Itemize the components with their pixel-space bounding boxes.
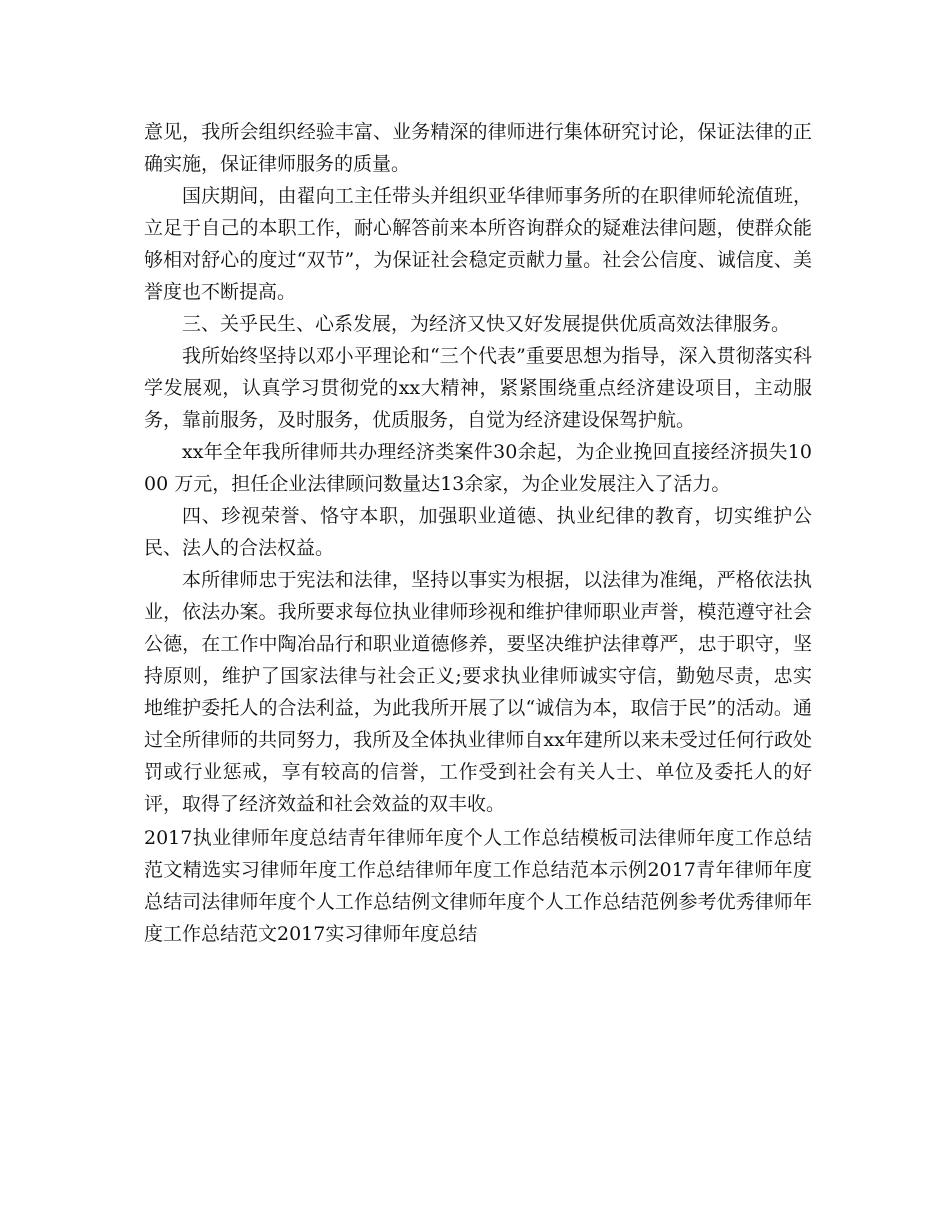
document-body	[144, 116, 812, 950]
paragraph-professional-ethics: 本所律师忠于宪法和法律，坚持以事实为根据，以法律为准绳，严格依法执业，依法办案。我所要求每位执业律师珍视和维护律师职业声誉，模范遵守社会公德，在工作中陶冶品行和职业道德修养，要坚决维护法律尊严，忠于职守，坚持原则，维护了国家法律与社会正义;要求执业律师诚实守信，勤勉尽责，忠实地维护委托人的合法利益，为此我所开展了以“诚信为本，取信于民”的活动。通过全所律师的共同努力，我所及全体执业律师自xx年建所以来未受过任何行政处罚或行业惩戒，享有较高的信誉，工作受到社会有关人士、单位及委托人的好评，取得了经济效益和社会效益的双丰收。	[144, 569, 812, 815]
paragraph-national-day: 国庆期间，由翟向工主任带头并组织亚华律师事务所的在职律师轮流值班，立足于自己的本职工作，耐心解答前来本所咨询群众的疑难法律问题，使群众能够相对舒心的度过“双节”，为保证社会稳定贡献力量。社会公信度、诚信度、美誉度也不断提高。	[144, 185, 812, 303]
section-heading-four: 四、珍视荣誉、恪守本职，加强职业道德、执业纪律的教育，切实维护公民、法人的合法权益。	[144, 505, 812, 559]
paragraph-guiding-theory: 我所始终坚持以邓小平理论和“三个代表”重要思想为指导，深入贯彻落实科学发展观，认真学习贯彻党的xx大精神，紧紧围绕重点经济建设项目，主动服务，靠前服务，及时服务，优质服务，自觉为经济建设保驾护航。	[144, 345, 812, 431]
paragraph-continuation: 意见，我所会组织经验丰富、业务精深的律师进行集体研究讨论，保证法律的正确实施，保证律师服务的质量。	[144, 121, 812, 175]
related-titles: 2017执业律师年度总结青年律师年度个人工作总结模板司法律师年度工作总结范文精选实习律师年度工作总结律师年度工作总结范本示例2017青年律师年度总结司法律师年度个人工作总结例文律师年度个人工作总结范例参考优秀律师年度工作总结范文2017实习律师年度总结	[144, 827, 812, 945]
section-heading-three: 三、关乎民生、心系发展，为经济又快又好发展提供优质高效法律服务。	[182, 313, 791, 335]
paragraph-economic-cases: xx年全年我所律师共办理经济类案件30余起，为企业挽回直接经济损失1000 万元，担任企业法律顾问数量达13余家，为企业发展注入了活力。	[144, 441, 812, 495]
